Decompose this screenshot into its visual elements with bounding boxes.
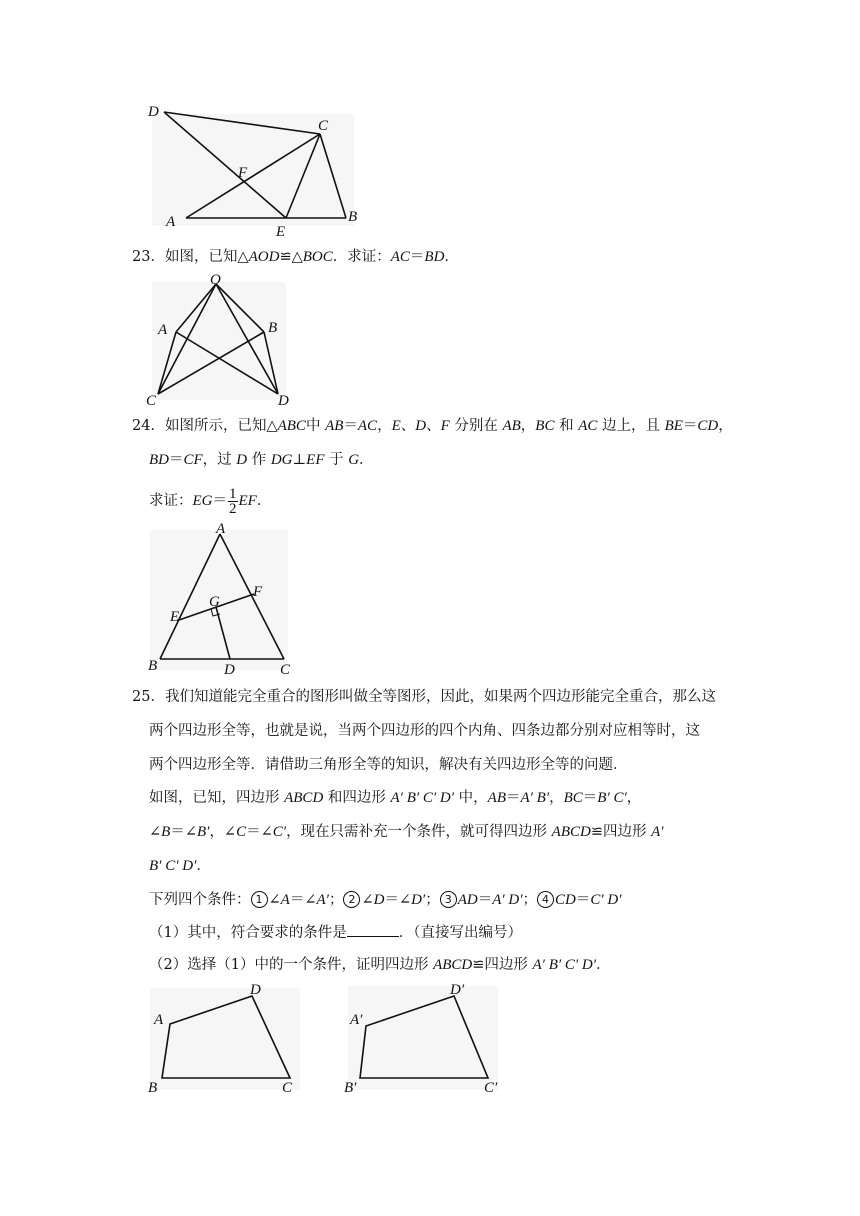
- label-a-prime: A′: [350, 1012, 363, 1028]
- label-a: A: [154, 1012, 164, 1028]
- label-a: A: [216, 521, 226, 537]
- label-e: E: [170, 609, 180, 625]
- figure-q25-right: [340, 980, 510, 1095]
- label-b: B: [148, 658, 158, 674]
- question-24-line-1: 24．如图所示，已知△ABC中 AB＝AC，E、D、F 分别在 AB，BC 和 AC 边上，且 BE＝CD，: [132, 418, 733, 434]
- question-24-line-2: BD＝CF，过 D 作 DG⊥EF 于 G．: [149, 452, 374, 468]
- circled-2: 2: [343, 891, 360, 908]
- label-g: G: [209, 594, 220, 610]
- label-b-prime: B′: [344, 1080, 357, 1096]
- question-24-prove: 求证：EG＝ $\frac{1}{2}$ EF．: [149, 485, 272, 517]
- fraction-one-half: $\frac{1}{2}$: [229, 485, 237, 517]
- question-25-line-6: B′ C′ D′．: [149, 858, 211, 874]
- label-d: D: [224, 662, 235, 678]
- label-f: F: [238, 165, 248, 181]
- circled-1: 1: [251, 891, 268, 908]
- figure-q25-left: [140, 980, 310, 1095]
- question-25-sub-1: （1）其中，符合要求的条件是 ．（直接写出编号）: [149, 922, 522, 943]
- label-c: C: [146, 393, 157, 409]
- label-b: B: [268, 320, 278, 336]
- label-c: C: [318, 118, 329, 134]
- label-d-prime: D′: [450, 982, 465, 998]
- question-25-conditions: 下列四个条件： 1 ∠A＝∠A′； 2 ∠D＝∠D′； 3 AD＝A′ D′； 4 CD＝C′ D′: [149, 892, 622, 908]
- label-c: C: [280, 662, 291, 678]
- label-d: D: [278, 393, 289, 409]
- question-25-line-5: ∠B＝∠B′，∠C＝∠C′，现在只需补充一个条件，就可得四边形 ABCD≌四边形 A′: [149, 824, 664, 840]
- label-b: B: [148, 1080, 158, 1096]
- question-25-line-4: 如图，已知，四边形 ABCD 和四边形 A′ B′ C′ D′ 中，AB＝A′ B′，BC＝B′ C′，: [149, 790, 642, 806]
- label-d: D: [250, 982, 261, 998]
- label-a: A: [158, 322, 168, 338]
- figure-q24: [140, 521, 300, 678]
- question-25-line-1: 25．我们知道能完全重合的图形叫做全等图形，因此，如果两个四边形能完全重合，那么这: [132, 689, 716, 705]
- figure-q22: [140, 96, 370, 240]
- label-c-prime: C′: [484, 1080, 498, 1096]
- label-c: C: [282, 1080, 293, 1096]
- label-b: B: [348, 209, 358, 225]
- answer-blank[interactable]: [347, 922, 399, 937]
- label-a: A: [166, 214, 176, 230]
- circled-4: 4: [537, 891, 554, 908]
- label-o: O: [210, 272, 221, 288]
- label-e: E: [276, 224, 286, 240]
- question-25-line-2: 两个四边形全等，也就是说，当两个四边形的四个内角、四条边都分别对应相等时，这: [149, 723, 700, 739]
- circled-3: 3: [440, 891, 457, 908]
- label-d: D: [148, 104, 159, 120]
- figure-q23: [140, 272, 300, 407]
- question-25-sub-2: （2）选择（1）中的一个条件，证明四边形 ABCD≌四边形 A′ B′ C′ D′．: [149, 957, 611, 973]
- question-23: 23．如图，已知△AOD≌△BOC．求证：AC＝BD．: [132, 249, 459, 265]
- label-f: F: [253, 584, 263, 600]
- question-25-line-3: 两个四边形全等．请借助三角形全等的知识，解决有关四边形全等的问题．: [149, 757, 628, 773]
